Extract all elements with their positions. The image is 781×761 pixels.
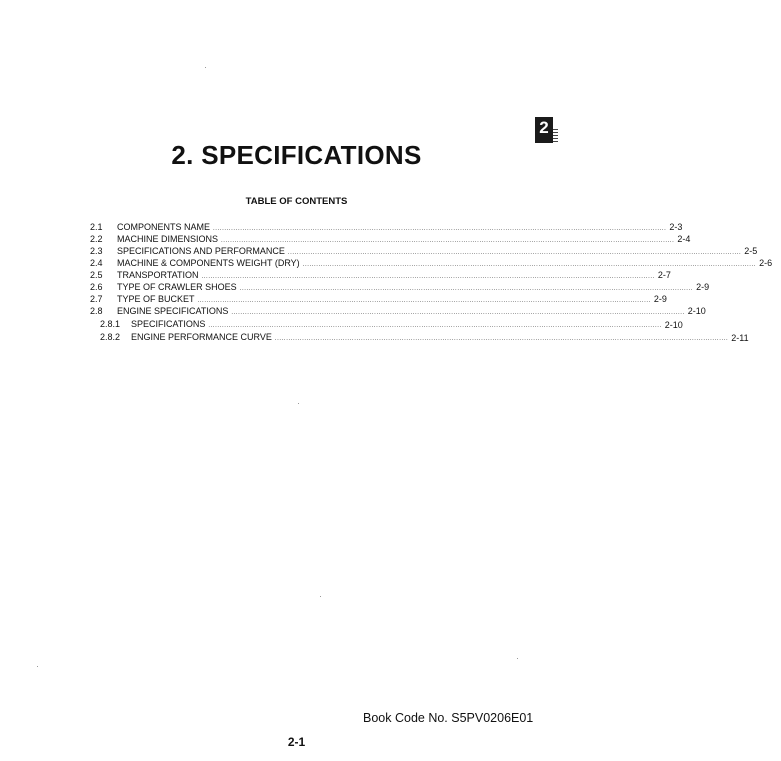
toc-entry[interactable] — [90, 293, 667, 305]
toc-entry[interactable] — [90, 221, 683, 233]
toc-entry[interactable] — [90, 257, 773, 269]
toc-entry[interactable] — [90, 281, 710, 293]
toc-dot-leader: ........................................................................................................................................................................................................ — [201, 274, 655, 280]
page-number: 2-1 — [287, 735, 306, 749]
scan-speck — [320, 596, 321, 597]
toc-entry-title: SPECIFICATIONS AND PERFORMANCE — [117, 246, 285, 256]
toc-entry-title: TYPE OF BUCKET — [117, 294, 195, 304]
toc-dot-leader: ........................................................................................................................................................................................................ — [274, 336, 729, 342]
toc-entry-number: 2.5 — [90, 270, 103, 280]
scan-speck — [517, 658, 518, 659]
toc-entry-title: SPECIFICATIONS — [131, 319, 206, 329]
toc-entry-number: 2.6 — [90, 282, 103, 292]
book-code: Book Code No. S5PV0206E01 — [363, 711, 534, 725]
chapter-tab: 2 — [535, 117, 553, 143]
toc-dot-leader: ........................................................................................................................................................................................................ — [208, 323, 662, 329]
toc-subentry[interactable] — [90, 331, 749, 343]
toc-entry-title: MACHINE & COMPONENTS WEIGHT (DRY) — [117, 258, 300, 268]
scan-speck — [37, 666, 38, 667]
toc-dot-leader: ........................................................................................................................................................................................................ — [287, 250, 742, 256]
toc-dot-leader: ........................................................................................................................................................................................................ — [239, 286, 694, 292]
toc-entry-page: 2-5 — [744, 246, 758, 256]
toc-subentry[interactable] — [90, 318, 683, 330]
toc-entry-title: ENGINE SPECIFICATIONS — [117, 306, 229, 316]
toc-entry-number: 2.8.2 — [100, 332, 121, 342]
toc-entry-title: ENGINE PERFORMANCE CURVE — [131, 332, 272, 342]
toc-dot-leader: ........................................................................................................................................................................................................ — [221, 238, 675, 244]
toc-entry-title: COMPONENTS NAME — [117, 222, 211, 232]
scan-speck — [205, 67, 206, 68]
toc-dot-leader: ........................................................................................................................................................................................................ — [197, 298, 651, 304]
toc-entry-page: 2-9 — [653, 294, 667, 304]
toc-entry-number: 2.7 — [90, 294, 103, 304]
toc-entry-title: MACHINE DIMENSIONS — [117, 234, 219, 244]
toc-heading: TABLE OF CONTENTS — [245, 196, 348, 207]
toc-entry-page: 2-9 — [696, 282, 710, 292]
toc-entry[interactable] — [90, 245, 758, 257]
toc-entry-page: 2-10 — [687, 306, 706, 316]
page-title: 2. SPECIFICATIONS — [171, 140, 422, 170]
scan-speck — [298, 403, 299, 404]
toc-entry-number: 2.2 — [90, 234, 103, 244]
toc-entry-page: 2-7 — [657, 270, 671, 280]
toc-entry-page: 2-3 — [669, 222, 683, 232]
toc-entry-page: 2-4 — [677, 234, 691, 244]
toc-entry[interactable] — [90, 305, 706, 317]
toc-entry-number: 2.4 — [90, 258, 103, 268]
toc-entry-title: TRANSPORTATION — [117, 270, 199, 280]
toc-dot-leader: ........................................................................................................................................................................................................ — [231, 310, 685, 316]
toc-dot-leader: ........................................................................................................................................................................................................ — [302, 262, 757, 268]
toc-dot-leader: ........................................................................................................................................................................................................ — [213, 226, 667, 232]
toc-entry-number: 2.8 — [90, 306, 103, 316]
toc-entry-number: 2.3 — [90, 246, 103, 256]
toc-entry[interactable] — [90, 233, 691, 245]
table-of-contents — [90, 221, 773, 343]
toc-entry-page: 2-10 — [664, 320, 683, 330]
toc-entry-number: 2.1 — [90, 222, 103, 232]
toc-entry-page: 2-6 — [759, 258, 773, 268]
toc-entry-page: 2-11 — [731, 333, 749, 343]
toc-entry-number: 2.8.1 — [100, 319, 121, 329]
toc-entry-title: TYPE OF CRAWLER SHOES — [117, 282, 237, 292]
toc-entry[interactable] — [90, 269, 671, 281]
